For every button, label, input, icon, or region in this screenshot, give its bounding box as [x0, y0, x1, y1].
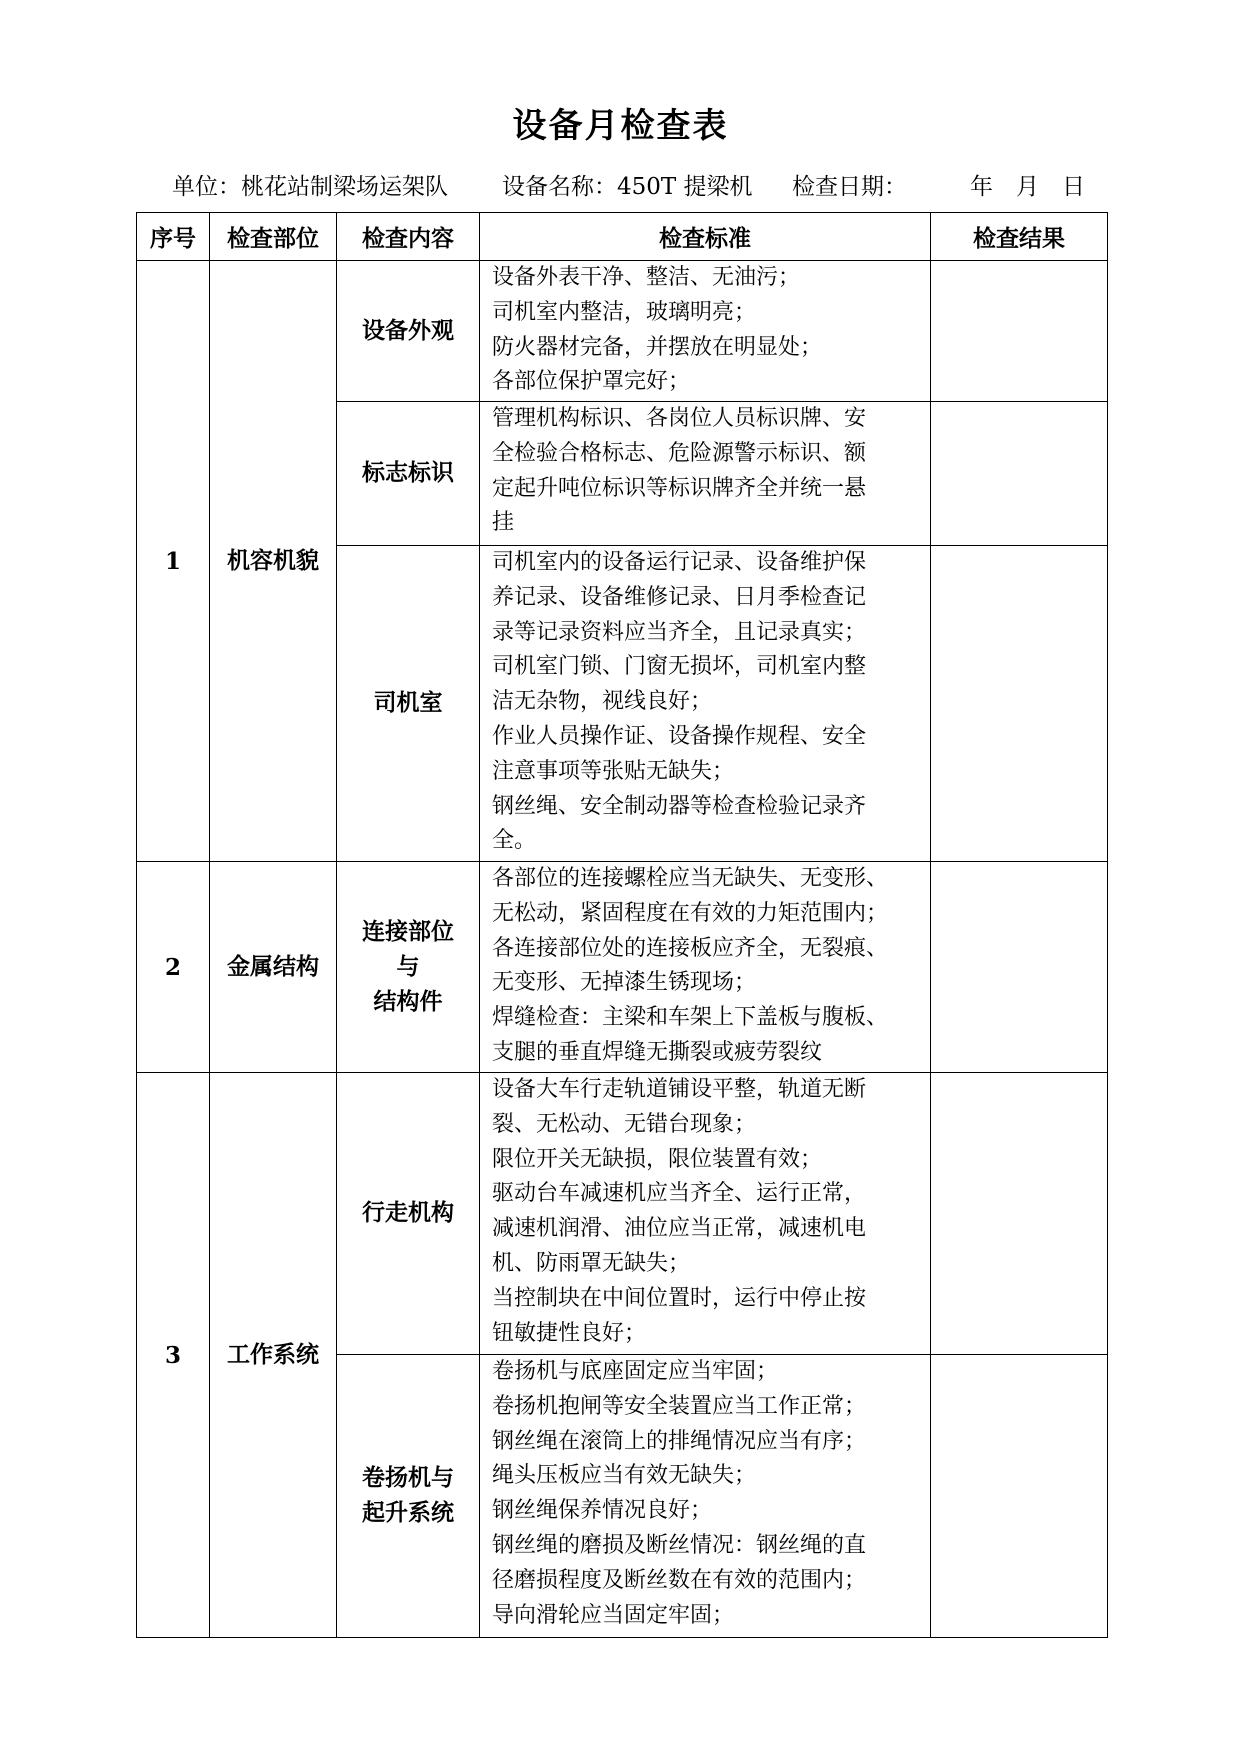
check-content: 设备外观	[337, 261, 480, 402]
section-no: 3	[137, 1073, 210, 1638]
standard-line: 注意事项等张贴无缺失；	[492, 758, 735, 784]
check-content: 标志标识	[337, 402, 480, 546]
check-standard	[480, 1073, 931, 1355]
check-result-cell[interactable]	[931, 1355, 1108, 1638]
standard-line: 导向滑轮应当固定牢固；	[492, 1602, 735, 1628]
standard-line: 司机室内的设备运行记录、设备维护保	[492, 550, 867, 575]
standard-line: 无松动，紧固程度在有效的力矩范围内；	[492, 900, 889, 926]
table-row	[137, 261, 1108, 402]
standard-line: 管理机构标识、各岗位人员标识牌、安	[492, 406, 867, 431]
check-result-cell[interactable]	[931, 546, 1108, 862]
section-part: 金属结构	[210, 862, 337, 1073]
check-standard	[480, 546, 931, 862]
content-line: 与	[396, 953, 420, 980]
standard-line: 司机室门锁、门窗无损坏，司机室内整	[492, 654, 867, 680]
standard-line: 当控制块在中间位置时，运行中停止按	[492, 1285, 867, 1311]
standard-line: 各连接部位处的连接板应齐全，无裂痕、	[492, 935, 889, 961]
standard-line: 全检验合格标志、危险源警示标识、额	[492, 440, 867, 466]
standard-line: 绳头压板应当有效无缺失；	[492, 1463, 757, 1489]
check-result-cell[interactable]	[931, 1073, 1108, 1355]
standard-line: 焊缝检查：主梁和车架上下盖板与腹板、	[492, 1005, 889, 1031]
content-line: 连接部位	[362, 918, 454, 945]
check-content	[337, 1355, 480, 1638]
standard-line: 防火器材完备，并摆放在明显处；	[492, 334, 823, 360]
page-title: 设备月检查表	[512, 106, 729, 146]
section-part: 机容机貌	[210, 261, 337, 862]
standard-line: 司机室内整洁，玻璃明亮；	[492, 299, 757, 325]
equipment-name-label: 设备名称：450T 提梁机	[502, 174, 753, 200]
standard-line: 钮敏捷性良好；	[492, 1320, 647, 1346]
inspection-date-label: 检查日期：	[792, 174, 907, 200]
standard-line: 机、防雨罩无缺失；	[492, 1250, 691, 1276]
header-no: 序号	[137, 213, 210, 261]
standard-line: 减速机润滑、油位应当正常，减速机电	[492, 1216, 867, 1242]
standard-line: 卷扬机与底座固定应当牢固；	[492, 1359, 779, 1384]
unit-label: 单位：桃花站制梁场运架队	[172, 174, 448, 200]
standard-line: 挂	[492, 510, 515, 536]
table-header-row	[137, 213, 1108, 261]
standard-line: 作业人员操作证、设备操作规程、安全	[492, 723, 867, 749]
standard-line: 钢丝绳的磨损及断丝情况：钢丝绳的直	[492, 1532, 867, 1558]
standard-line: 无变形、无掉漆生锈现场；	[492, 970, 757, 996]
header-info	[172, 168, 1092, 201]
standard-line: 径磨损程度及断丝数在有效的范围内；	[492, 1567, 867, 1593]
header-standard: 检查标准	[480, 213, 931, 261]
standard-line: 定起升吨位标识等标识牌齐全并统一悬	[492, 475, 867, 501]
check-content: 司机室	[337, 546, 480, 862]
standard-line: 裂、无松动、无错台现象；	[492, 1111, 757, 1137]
inspection-table	[136, 212, 1108, 1638]
check-standard	[480, 261, 931, 402]
standard-line: 洁无杂物，视线良好；	[492, 689, 713, 715]
standard-line: 全。	[492, 828, 537, 854]
check-result-cell[interactable]	[931, 261, 1108, 402]
standard-line: 支腿的垂直焊缝无撕裂或疲劳裂纹	[492, 1039, 823, 1065]
section-no: 1	[137, 261, 210, 862]
date-ymd-label: 年 月 日	[970, 174, 1085, 200]
table-row	[137, 862, 1108, 1073]
standard-line: 养记录、设备维修记录、日月季检查记	[492, 584, 867, 610]
header-result: 检查结果	[931, 213, 1108, 261]
standard-line: 设备外表干净、整洁、无油污；	[492, 265, 801, 290]
header-part: 检查部位	[210, 213, 337, 261]
check-standard	[480, 402, 931, 546]
check-content	[337, 862, 480, 1073]
section-part: 工作系统	[210, 1073, 337, 1638]
standard-line: 驱动台车减速机应当齐全、运行正常，	[492, 1181, 867, 1207]
check-content: 行走机构	[337, 1073, 480, 1355]
standard-line: 卷扬机抱闸等安全装置应当工作正常；	[492, 1393, 867, 1419]
content-line: 卷扬机与	[362, 1465, 454, 1491]
standard-line: 钢丝绳在滚筒上的排绳情况应当有序；	[492, 1428, 867, 1454]
content-line: 起升系统	[362, 1500, 454, 1526]
content-line: 结构件	[373, 988, 443, 1015]
standard-line: 录等记录资料应当齐全，且记录真实；	[492, 619, 867, 645]
table-row	[137, 1073, 1108, 1355]
standard-line: 限位开关无缺损，限位装置有效；	[492, 1146, 823, 1172]
header-content: 检查内容	[337, 213, 480, 261]
standard-line: 各部位的连接螺栓应当无缺失、无变形、	[492, 866, 889, 891]
check-standard	[480, 1355, 931, 1638]
standard-line: 钢丝绳、安全制动器等检查检验记录齐	[492, 793, 867, 819]
section-no: 2	[137, 862, 210, 1073]
standard-line: 各部位保护罩完好；	[492, 369, 691, 395]
standard-line: 钢丝绳保养情况良好；	[492, 1498, 713, 1524]
check-result-cell[interactable]	[931, 862, 1108, 1073]
standard-line: 设备大车行走轨道铺设平整，轨道无断	[492, 1077, 867, 1102]
check-standard	[480, 862, 931, 1073]
check-result-cell[interactable]	[931, 402, 1108, 546]
